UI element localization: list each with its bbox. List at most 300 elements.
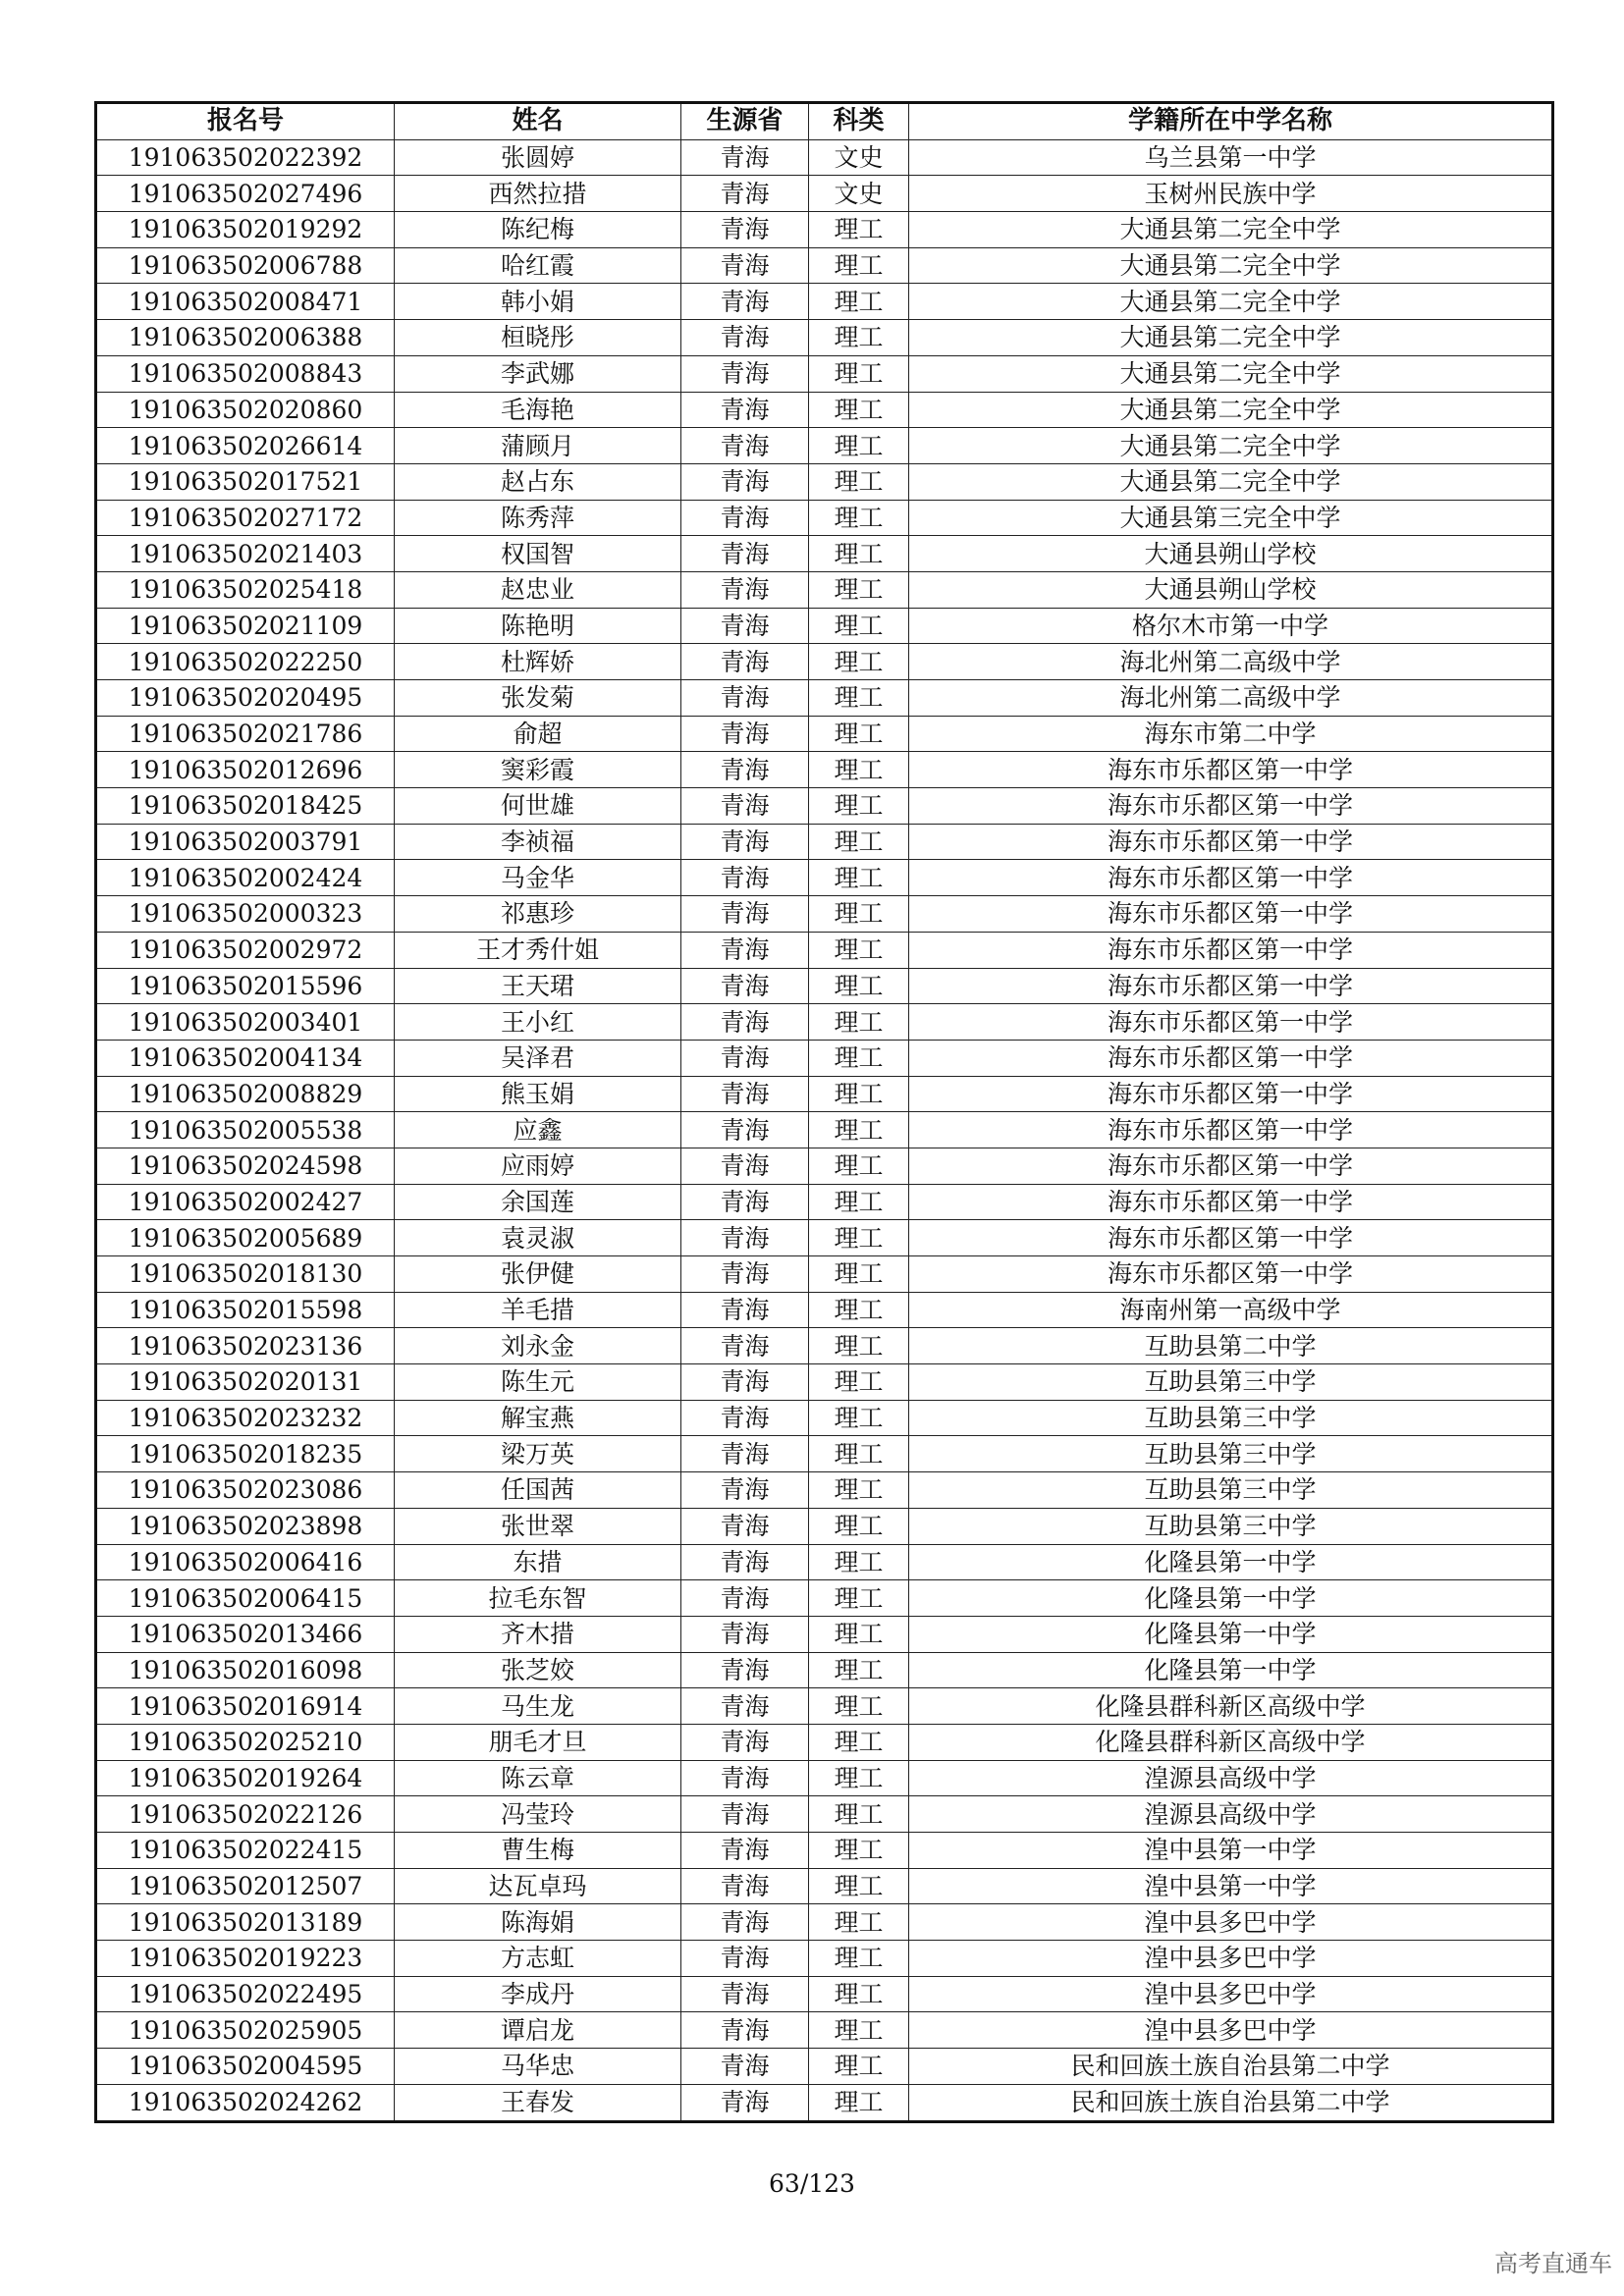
cell-school-name: 大通县朔山学校 xyxy=(909,536,1553,572)
cell-name: 曹生梅 xyxy=(395,1833,681,1869)
cell-name: 陈纪梅 xyxy=(395,212,681,248)
cell-name: 西然拉措 xyxy=(395,176,681,212)
table-row xyxy=(96,1616,1553,1652)
cell-origin-province: 青海 xyxy=(681,212,809,248)
cell-name: 余国莲 xyxy=(395,1184,681,1220)
cell-registration-number: 191063502022495 xyxy=(96,1976,395,2012)
cell-school-name: 化隆县第一中学 xyxy=(909,1616,1553,1652)
table-row xyxy=(96,1184,1553,1220)
cell-school-name: 化隆县群科新区高级中学 xyxy=(909,1724,1553,1760)
cell-subject-category: 理工 xyxy=(809,644,909,680)
table-row xyxy=(96,680,1553,717)
table-row xyxy=(96,644,1553,680)
table-row xyxy=(96,1544,1553,1580)
cell-school-name: 化隆县第一中学 xyxy=(909,1652,1553,1688)
cell-subject-category: 理工 xyxy=(809,571,909,608)
cell-school-name: 大通县第二完全中学 xyxy=(909,463,1553,500)
cell-registration-number: 191063502023136 xyxy=(96,1328,395,1364)
cell-subject-category: 理工 xyxy=(809,1220,909,1256)
cell-subject-category: 理工 xyxy=(809,716,909,752)
cell-origin-province: 青海 xyxy=(681,644,809,680)
cell-name: 任国茜 xyxy=(395,1472,681,1509)
cell-registration-number: 191063502024598 xyxy=(96,1148,395,1184)
cell-origin-province: 青海 xyxy=(681,355,809,392)
table-row xyxy=(96,968,1553,1004)
cell-registration-number: 191063502025418 xyxy=(96,571,395,608)
cell-origin-province: 青海 xyxy=(681,1400,809,1436)
cell-origin-province: 青海 xyxy=(681,1616,809,1652)
table-row xyxy=(96,2049,1553,2085)
cell-subject-category: 理工 xyxy=(809,608,909,644)
cell-school-name: 民和回族土族自治县第二中学 xyxy=(909,2049,1553,2085)
cell-registration-number: 191063502022250 xyxy=(96,644,395,680)
table-row xyxy=(96,1328,1553,1364)
cell-origin-province: 青海 xyxy=(681,1760,809,1796)
cell-school-name: 海东市乐都区第一中学 xyxy=(909,1076,1553,1112)
cell-subject-category: 理工 xyxy=(809,1833,909,1869)
cell-origin-province: 青海 xyxy=(681,320,809,356)
table-row xyxy=(96,1148,1553,1184)
table-row xyxy=(96,1436,1553,1472)
cell-subject-category: 理工 xyxy=(809,1292,909,1328)
cell-registration-number: 191063502015598 xyxy=(96,1292,395,1328)
table-row xyxy=(96,2084,1553,2121)
table-row xyxy=(96,896,1553,933)
cell-subject-category: 理工 xyxy=(809,1256,909,1293)
cell-subject-category: 理工 xyxy=(809,788,909,825)
cell-name: 羊毛措 xyxy=(395,1292,681,1328)
cell-name: 何世雄 xyxy=(395,788,681,825)
table-row xyxy=(96,824,1553,860)
cell-name: 马金华 xyxy=(395,860,681,896)
cell-subject-category: 理工 xyxy=(809,247,909,284)
cell-origin-province: 青海 xyxy=(681,428,809,464)
cell-origin-province: 青海 xyxy=(681,1184,809,1220)
cell-name: 王小红 xyxy=(395,1004,681,1041)
cell-name: 应鑫 xyxy=(395,1112,681,1148)
cell-name: 刘永金 xyxy=(395,1328,681,1364)
cell-origin-province: 青海 xyxy=(681,788,809,825)
cell-subject-category: 理工 xyxy=(809,896,909,933)
cell-name: 杜辉娇 xyxy=(395,644,681,680)
cell-origin-province: 青海 xyxy=(681,1436,809,1472)
cell-subject-category: 理工 xyxy=(809,1148,909,1184)
cell-name: 马生龙 xyxy=(395,1688,681,1725)
cell-subject-category: 理工 xyxy=(809,284,909,320)
cell-registration-number: 191063502020131 xyxy=(96,1364,395,1401)
cell-subject-category: 理工 xyxy=(809,463,909,500)
cell-name: 哈红霞 xyxy=(395,247,681,284)
cell-registration-number: 191063502022126 xyxy=(96,1796,395,1833)
cell-subject-category: 理工 xyxy=(809,1184,909,1220)
cell-registration-number: 191063502006416 xyxy=(96,1544,395,1580)
cell-registration-number: 191063502017521 xyxy=(96,463,395,500)
cell-school-name: 大通县朔山学校 xyxy=(909,571,1553,608)
table-row xyxy=(96,1652,1553,1688)
cell-name: 王才秀什姐 xyxy=(395,932,681,968)
cell-school-name: 化隆县群科新区高级中学 xyxy=(909,1688,1553,1725)
cell-subject-category: 理工 xyxy=(809,860,909,896)
cell-school-name: 海北州第二高级中学 xyxy=(909,680,1553,717)
cell-subject-category: 理工 xyxy=(809,680,909,717)
table-row xyxy=(96,284,1553,320)
cell-school-name: 海东市乐都区第一中学 xyxy=(909,968,1553,1004)
cell-registration-number: 191063502013189 xyxy=(96,1904,395,1941)
cell-name: 吴泽君 xyxy=(395,1040,681,1076)
cell-registration-number: 191063502012507 xyxy=(96,1868,395,1904)
cell-subject-category: 理工 xyxy=(809,932,909,968)
cell-name: 张芝姣 xyxy=(395,1652,681,1688)
cell-name: 张发菊 xyxy=(395,680,681,717)
cell-registration-number: 191063502022415 xyxy=(96,1833,395,1869)
cell-registration-number: 191063502002972 xyxy=(96,932,395,968)
cell-name: 赵忠业 xyxy=(395,571,681,608)
col-header-subject-category: 科类 xyxy=(809,103,909,140)
table-row xyxy=(96,1220,1553,1256)
cell-school-name: 格尔木市第一中学 xyxy=(909,608,1553,644)
cell-origin-province: 青海 xyxy=(681,860,809,896)
cell-name: 毛海艳 xyxy=(395,392,681,428)
cell-school-name: 大通县第二完全中学 xyxy=(909,284,1553,320)
table-row xyxy=(96,1472,1553,1509)
table-row xyxy=(96,1508,1553,1544)
cell-origin-province: 青海 xyxy=(681,2049,809,2085)
cell-name: 窦彩霞 xyxy=(395,752,681,788)
cell-registration-number: 191063502006415 xyxy=(96,1580,395,1617)
cell-school-name: 互助县第二中学 xyxy=(909,1328,1553,1364)
cell-name: 李祯福 xyxy=(395,824,681,860)
table-row xyxy=(96,1400,1553,1436)
table-row xyxy=(96,608,1553,644)
cell-school-name: 海东市乐都区第一中学 xyxy=(909,1148,1553,1184)
cell-subject-category: 理工 xyxy=(809,536,909,572)
cell-origin-province: 青海 xyxy=(681,968,809,1004)
cell-registration-number: 191063502019292 xyxy=(96,212,395,248)
cell-origin-province: 青海 xyxy=(681,463,809,500)
cell-registration-number: 191063502020495 xyxy=(96,680,395,717)
cell-origin-province: 青海 xyxy=(681,1544,809,1580)
table-row xyxy=(96,1724,1553,1760)
table-row xyxy=(96,139,1553,176)
cell-school-name: 海东市乐都区第一中学 xyxy=(909,1112,1553,1148)
cell-registration-number: 191063502002427 xyxy=(96,1184,395,1220)
cell-origin-province: 青海 xyxy=(681,932,809,968)
cell-origin-province: 青海 xyxy=(681,2012,809,2049)
cell-registration-number: 191063502025905 xyxy=(96,2012,395,2049)
cell-school-name: 海北州第二高级中学 xyxy=(909,644,1553,680)
cell-name: 李武娜 xyxy=(395,355,681,392)
cell-subject-category: 理工 xyxy=(809,2012,909,2049)
table-row xyxy=(96,1040,1553,1076)
cell-subject-category: 理工 xyxy=(809,1364,909,1401)
table-row xyxy=(96,1760,1553,1796)
cell-school-name: 民和回族土族自治县第二中学 xyxy=(909,2084,1553,2121)
table-body xyxy=(96,139,1553,2121)
cell-subject-category: 理工 xyxy=(809,1868,909,1904)
col-header-school-name: 学籍所在中学名称 xyxy=(909,103,1553,140)
cell-subject-category: 文史 xyxy=(809,176,909,212)
cell-school-name: 海东市乐都区第一中学 xyxy=(909,860,1553,896)
cell-name: 解宝燕 xyxy=(395,1400,681,1436)
cell-origin-province: 青海 xyxy=(681,1472,809,1509)
table-row xyxy=(96,1976,1553,2012)
cell-name: 李成丹 xyxy=(395,1976,681,2012)
cell-school-name: 海东市乐都区第一中学 xyxy=(909,788,1553,825)
cell-origin-province: 青海 xyxy=(681,1256,809,1293)
cell-subject-category: 理工 xyxy=(809,355,909,392)
cell-origin-province: 青海 xyxy=(681,247,809,284)
cell-school-name: 湟中县多巴中学 xyxy=(909,1904,1553,1941)
cell-registration-number: 191063502021109 xyxy=(96,608,395,644)
cell-name: 拉毛东智 xyxy=(395,1580,681,1617)
cell-name: 梁万英 xyxy=(395,1436,681,1472)
cell-registration-number: 191063502004134 xyxy=(96,1040,395,1076)
cell-subject-category: 理工 xyxy=(809,1400,909,1436)
cell-school-name: 大通县第二完全中学 xyxy=(909,320,1553,356)
cell-subject-category: 理工 xyxy=(809,1760,909,1796)
cell-origin-province: 青海 xyxy=(681,1688,809,1725)
table-row xyxy=(96,536,1553,572)
cell-registration-number: 191063502023898 xyxy=(96,1508,395,1544)
cell-registration-number: 191063502002424 xyxy=(96,860,395,896)
cell-origin-province: 青海 xyxy=(681,1796,809,1833)
cell-origin-province: 青海 xyxy=(681,176,809,212)
table-row xyxy=(96,320,1553,356)
cell-name: 陈生元 xyxy=(395,1364,681,1401)
cell-registration-number: 191063502019223 xyxy=(96,1941,395,1977)
cell-subject-category: 理工 xyxy=(809,1544,909,1580)
cell-school-name: 玉树州民族中学 xyxy=(909,176,1553,212)
cell-school-name: 互助县第三中学 xyxy=(909,1364,1553,1401)
cell-school-name: 大通县第二完全中学 xyxy=(909,392,1553,428)
table-row xyxy=(96,500,1553,536)
cell-school-name: 海东市第二中学 xyxy=(909,716,1553,752)
cell-school-name: 互助县第三中学 xyxy=(909,1400,1553,1436)
table-row xyxy=(96,1688,1553,1725)
table-row xyxy=(96,1796,1553,1833)
cell-name: 熊玉娟 xyxy=(395,1076,681,1112)
cell-origin-province: 青海 xyxy=(681,608,809,644)
table-row xyxy=(96,428,1553,464)
cell-school-name: 乌兰县第一中学 xyxy=(909,139,1553,176)
table-row xyxy=(96,1256,1553,1293)
cell-name: 谭启龙 xyxy=(395,2012,681,2049)
table-row xyxy=(96,463,1553,500)
cell-origin-province: 青海 xyxy=(681,571,809,608)
cell-name: 朋毛才旦 xyxy=(395,1724,681,1760)
table-row xyxy=(96,788,1553,825)
cell-school-name: 海东市乐都区第一中学 xyxy=(909,1220,1553,1256)
cell-name: 达瓦卓玛 xyxy=(395,1868,681,1904)
cell-school-name: 海东市乐都区第一中学 xyxy=(909,1256,1553,1293)
cell-school-name: 大通县第二完全中学 xyxy=(909,212,1553,248)
cell-name: 张圆婷 xyxy=(395,139,681,176)
cell-name: 陈秀萍 xyxy=(395,500,681,536)
cell-registration-number: 191063502008843 xyxy=(96,355,395,392)
table-row xyxy=(96,2012,1553,2049)
table-row xyxy=(96,355,1553,392)
table-header-row xyxy=(96,103,1553,140)
table-row xyxy=(96,860,1553,896)
cell-registration-number: 191063502005538 xyxy=(96,1112,395,1148)
col-header-origin-province: 生源省 xyxy=(681,103,809,140)
cell-name: 俞超 xyxy=(395,716,681,752)
cell-origin-province: 青海 xyxy=(681,392,809,428)
table-row xyxy=(96,752,1553,788)
cell-name: 王天珺 xyxy=(395,968,681,1004)
page-number: 63/123 xyxy=(769,2169,855,2198)
cell-name: 王春发 xyxy=(395,2084,681,2121)
cell-name: 冯莹玲 xyxy=(395,1796,681,1833)
cell-origin-province: 青海 xyxy=(681,1652,809,1688)
cell-registration-number: 191063502020860 xyxy=(96,392,395,428)
cell-subject-category: 理工 xyxy=(809,1112,909,1148)
cell-subject-category: 理工 xyxy=(809,1580,909,1617)
cell-name: 权国智 xyxy=(395,536,681,572)
cell-origin-province: 青海 xyxy=(681,536,809,572)
cell-registration-number: 191063502022392 xyxy=(96,139,395,176)
table-row xyxy=(96,1364,1553,1401)
cell-origin-province: 青海 xyxy=(681,1904,809,1941)
col-header-registration-number: 报名号 xyxy=(96,103,395,140)
cell-subject-category: 理工 xyxy=(809,500,909,536)
cell-school-name: 互助县第三中学 xyxy=(909,1436,1553,1472)
cell-name: 方志虹 xyxy=(395,1941,681,1977)
cell-name: 袁灵淑 xyxy=(395,1220,681,1256)
cell-subject-category: 理工 xyxy=(809,1652,909,1688)
cell-registration-number: 191063502027172 xyxy=(96,500,395,536)
cell-school-name: 湟源县高级中学 xyxy=(909,1796,1553,1833)
cell-name: 应雨婷 xyxy=(395,1148,681,1184)
cell-school-name: 大通县第二完全中学 xyxy=(909,247,1553,284)
cell-registration-number: 191063502026614 xyxy=(96,428,395,464)
cell-registration-number: 191063502027496 xyxy=(96,176,395,212)
cell-school-name: 海东市乐都区第一中学 xyxy=(909,896,1553,933)
cell-school-name: 海东市乐都区第一中学 xyxy=(909,932,1553,968)
table-row xyxy=(96,392,1553,428)
table-row xyxy=(96,176,1553,212)
cell-name: 齐木措 xyxy=(395,1616,681,1652)
cell-name: 张伊健 xyxy=(395,1256,681,1293)
cell-subject-category: 理工 xyxy=(809,1976,909,2012)
cell-registration-number: 191063502008471 xyxy=(96,284,395,320)
cell-origin-province: 青海 xyxy=(681,680,809,717)
cell-registration-number: 191063502004595 xyxy=(96,2049,395,2085)
cell-subject-category: 理工 xyxy=(809,428,909,464)
table-row xyxy=(96,1112,1553,1148)
cell-school-name: 湟源县高级中学 xyxy=(909,1760,1553,1796)
cell-subject-category: 理工 xyxy=(809,1436,909,1472)
cell-subject-category: 理工 xyxy=(809,1508,909,1544)
cell-school-name: 互助县第三中学 xyxy=(909,1508,1553,1544)
cell-school-name: 化隆县第一中学 xyxy=(909,1544,1553,1580)
cell-subject-category: 理工 xyxy=(809,392,909,428)
cell-registration-number: 191063502021403 xyxy=(96,536,395,572)
cell-subject-category: 理工 xyxy=(809,1796,909,1833)
cell-origin-province: 青海 xyxy=(681,1724,809,1760)
cell-origin-province: 青海 xyxy=(681,1040,809,1076)
cell-school-name: 湟中县多巴中学 xyxy=(909,2012,1553,2049)
cell-origin-province: 青海 xyxy=(681,1292,809,1328)
cell-subject-category: 理工 xyxy=(809,824,909,860)
cell-registration-number: 191063502000323 xyxy=(96,896,395,933)
cell-registration-number: 191063502019264 xyxy=(96,1760,395,1796)
cell-school-name: 湟中县第一中学 xyxy=(909,1833,1553,1869)
cell-subject-category: 理工 xyxy=(809,752,909,788)
cell-origin-province: 青海 xyxy=(681,1833,809,1869)
cell-subject-category: 理工 xyxy=(809,1040,909,1076)
cell-origin-province: 青海 xyxy=(681,1004,809,1041)
cell-origin-province: 青海 xyxy=(681,896,809,933)
cell-school-name: 海东市乐都区第一中学 xyxy=(909,1184,1553,1220)
cell-subject-category: 理工 xyxy=(809,1941,909,1977)
table-row xyxy=(96,1941,1553,1977)
cell-subject-category: 理工 xyxy=(809,1004,909,1041)
cell-subject-category: 理工 xyxy=(809,2049,909,2085)
cell-school-name: 大通县第二完全中学 xyxy=(909,355,1553,392)
cell-registration-number: 191063502006388 xyxy=(96,320,395,356)
cell-subject-category: 理工 xyxy=(809,1904,909,1941)
cell-school-name: 海东市乐都区第一中学 xyxy=(909,1004,1553,1041)
cell-name: 陈海娟 xyxy=(395,1904,681,1941)
cell-origin-province: 青海 xyxy=(681,1148,809,1184)
table-row xyxy=(96,1580,1553,1617)
cell-origin-province: 青海 xyxy=(681,1941,809,1977)
watermark: 高考直通车 xyxy=(1494,2250,1612,2277)
cell-school-name: 海南州第一高级中学 xyxy=(909,1292,1553,1328)
cell-subject-category: 理工 xyxy=(809,1472,909,1509)
cell-school-name: 互助县第三中学 xyxy=(909,1472,1553,1509)
cell-school-name: 海东市乐都区第一中学 xyxy=(909,752,1553,788)
table-row xyxy=(96,1904,1553,1941)
cell-registration-number: 191063502018130 xyxy=(96,1256,395,1293)
table-row xyxy=(96,932,1553,968)
cell-school-name: 大通县第二完全中学 xyxy=(909,428,1553,464)
table-row xyxy=(96,1076,1553,1112)
cell-origin-province: 青海 xyxy=(681,716,809,752)
cell-school-name: 化隆县第一中学 xyxy=(909,1580,1553,1617)
cell-school-name: 海东市乐都区第一中学 xyxy=(909,1040,1553,1076)
cell-subject-category: 理工 xyxy=(809,212,909,248)
cell-registration-number: 191063502006788 xyxy=(96,247,395,284)
cell-subject-category: 文史 xyxy=(809,139,909,176)
cell-registration-number: 191063502016098 xyxy=(96,1652,395,1688)
cell-registration-number: 191063502003791 xyxy=(96,824,395,860)
table-row xyxy=(96,1868,1553,1904)
cell-origin-province: 青海 xyxy=(681,1868,809,1904)
table-row xyxy=(96,1833,1553,1869)
cell-subject-category: 理工 xyxy=(809,1724,909,1760)
cell-name: 赵占东 xyxy=(395,463,681,500)
cell-school-name: 湟中县多巴中学 xyxy=(909,1976,1553,2012)
cell-origin-province: 青海 xyxy=(681,1076,809,1112)
cell-name: 东措 xyxy=(395,1544,681,1580)
cell-name: 马华忠 xyxy=(395,2049,681,2085)
cell-origin-province: 青海 xyxy=(681,1508,809,1544)
cell-name: 祁惠珍 xyxy=(395,896,681,933)
table-row xyxy=(96,1004,1553,1041)
col-header-name: 姓名 xyxy=(395,103,681,140)
cell-registration-number: 191063502012696 xyxy=(96,752,395,788)
cell-subject-category: 理工 xyxy=(809,1076,909,1112)
table-row xyxy=(96,716,1553,752)
cell-subject-category: 理工 xyxy=(809,1616,909,1652)
cell-registration-number: 191063502025210 xyxy=(96,1724,395,1760)
cell-subject-category: 理工 xyxy=(809,968,909,1004)
table-row xyxy=(96,1292,1553,1328)
cell-subject-category: 理工 xyxy=(809,1688,909,1725)
cell-registration-number: 191063502018235 xyxy=(96,1436,395,1472)
